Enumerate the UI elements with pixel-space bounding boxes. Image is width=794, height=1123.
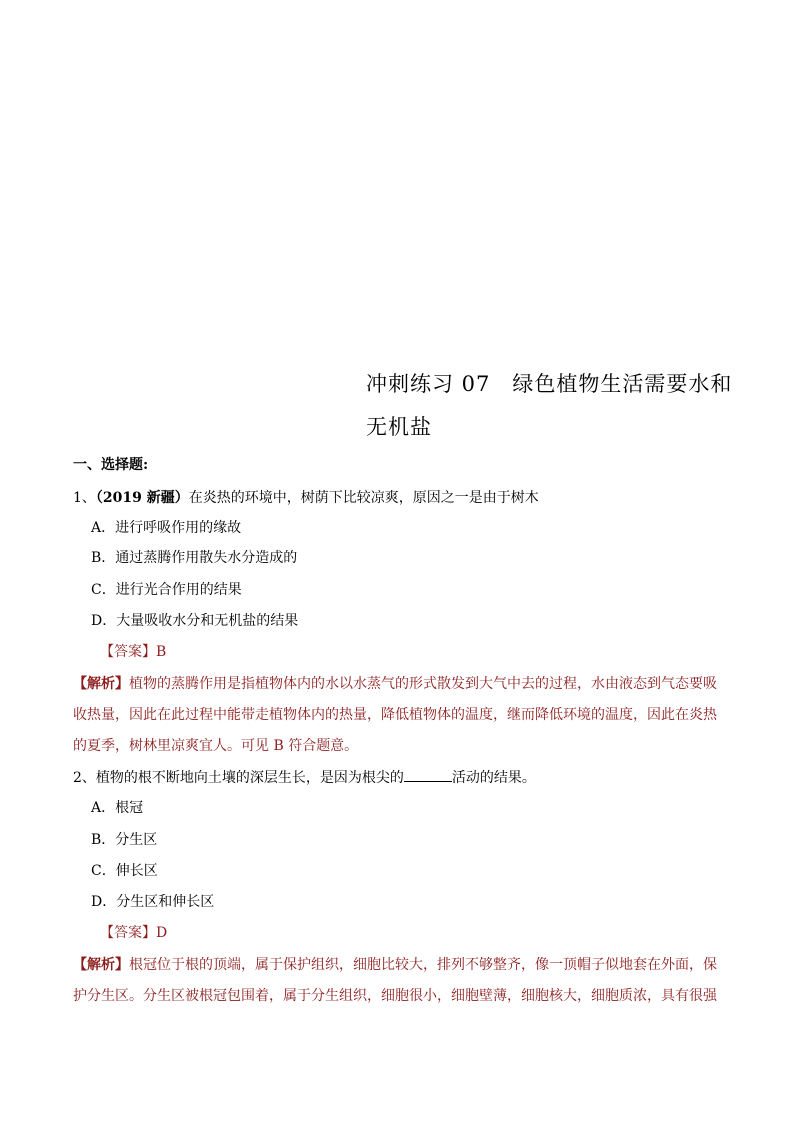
question-2-answer — [100, 923, 167, 943]
answer-value: B — [156, 644, 167, 660]
question-2-option-c: C．伸长区 — [91, 863, 158, 879]
question-1-option-a: A．进行呼吸作用的缘故 — [91, 520, 242, 536]
question-2-text-after: 活动的结果。 — [451, 770, 536, 786]
question-2-analysis-line-1 — [73, 955, 717, 975]
analysis-tag: 【解析】 — [73, 676, 129, 692]
analysis-text: 根冠位于根的顶端，属于保护组织，细胞比较大，排列不够整齐，像一顶帽子似地套在外面，保 — [129, 957, 717, 973]
question-2-option-d: D．分生区和伸长区 — [91, 894, 215, 910]
question-1-option-c: C．进行光合作用的结果 — [91, 582, 242, 598]
question-1-option-b: B．通过蒸腾作用散失水分造成的 — [91, 550, 298, 566]
analysis-tag: 【解析】 — [73, 957, 129, 973]
question-2-option-a: A．根冠 — [91, 800, 144, 816]
question-2-analysis-line-2: 护分生区。分生区被根冠包围着，属于分生组织，细胞很小，细胞壁薄，细胞核大，细胞质浓，具有很强 — [73, 988, 717, 1004]
document-title-line-1: 冲刺练习 07 绿色植物生活需要水和 — [366, 372, 733, 396]
answer-tag: 【答案】 — [100, 644, 156, 660]
section-heading: 一、选择题: — [73, 457, 149, 473]
question-1-stem — [73, 488, 539, 508]
document-title-line-2: 无机盐 — [366, 415, 432, 439]
question-1-text: 在炎热的环境中，树荫下比较凉爽，原因之一是由于树木 — [188, 490, 539, 506]
question-2-stem — [73, 767, 536, 788]
answer-tag: 【答案】 — [100, 925, 156, 941]
fill-in-blank — [404, 767, 452, 782]
question-1-analysis-line-2: 收热量，因此在此过程中能带走植物体内的热量，降低植物体的温度，继而降低环境的温度，因此在炎热 — [73, 707, 717, 723]
question-1-analysis-line-3: 的夏季，树林里凉爽宜人。可见 B 符合题意。 — [73, 738, 359, 754]
question-2-text-before: 植物的根不断地向土壤的深层生长，是因为根尖的 — [95, 770, 404, 786]
question-2-number: 2、 — [73, 770, 96, 786]
question-1-source: （2019 新疆） — [95, 490, 189, 506]
question-1-analysis-line-1 — [73, 674, 717, 694]
question-1-option-d: D．大量吸收水分和无机盐的结果 — [91, 613, 299, 629]
question-2-option-b: B．分生区 — [91, 832, 158, 848]
analysis-text: 植物的蒸腾作用是指植物体内的水以水蒸气的形式散发到大气中去的过程，水由液态到气态要吸 — [129, 676, 717, 692]
question-1-number: 1、 — [73, 490, 96, 506]
question-1-answer — [100, 642, 166, 662]
answer-value: D — [156, 925, 168, 941]
